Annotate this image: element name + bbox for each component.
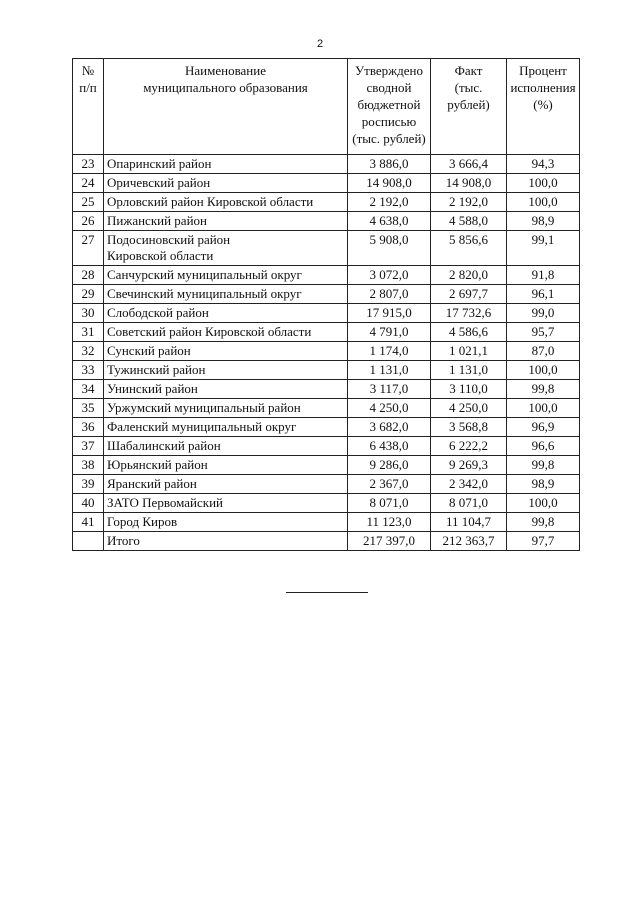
row-fact-amount: 4 250,0 — [431, 399, 507, 418]
row-number: 39 — [73, 475, 104, 494]
row-fact-amount: 4 586,6 — [431, 323, 507, 342]
row-fact-amount: 2 697,7 — [431, 285, 507, 304]
row-execution-percent: 100,0 — [507, 174, 580, 193]
row-execution-percent: 87,0 — [507, 342, 580, 361]
row-number: 40 — [73, 494, 104, 513]
row-fact-amount: 4 588,0 — [431, 212, 507, 231]
row-execution-percent: 99,1 — [507, 231, 580, 266]
row-fact-amount: 3 666,4 — [431, 155, 507, 174]
row-municipality-name: Юрьянский район — [104, 456, 348, 475]
row-execution-percent: 100,0 — [507, 193, 580, 212]
table-row — [73, 193, 580, 212]
row-municipality-name: ЗАТО Первомайский — [104, 494, 348, 513]
row-approved-amount: 1 131,0 — [348, 361, 431, 380]
row-number: 34 — [73, 380, 104, 399]
row-fact-amount: 2 192,0 — [431, 193, 507, 212]
table-row — [73, 174, 580, 193]
row-approved-amount: 2 367,0 — [348, 475, 431, 494]
row-municipality-name: Орловский район Кировской области — [104, 193, 348, 212]
row-approved-amount: 3 682,0 — [348, 418, 431, 437]
row-fact-amount: 5 856,6 — [431, 231, 507, 266]
row-execution-percent: 100,0 — [507, 361, 580, 380]
row-fact-amount: 3 110,0 — [431, 380, 507, 399]
row-municipality-name: Яранский район — [104, 475, 348, 494]
row-municipality-name: Пижанский район — [104, 212, 348, 231]
table-row — [73, 361, 580, 380]
table-header-row — [73, 59, 580, 155]
row-execution-percent: 98,9 — [507, 475, 580, 494]
row-approved-amount: 2 807,0 — [348, 285, 431, 304]
row-approved-amount: 1 174,0 — [348, 342, 431, 361]
table-row — [73, 380, 580, 399]
row-fact-amount: 3 568,8 — [431, 418, 507, 437]
row-number: 24 — [73, 174, 104, 193]
row-number: 41 — [73, 513, 104, 532]
table-body — [73, 155, 580, 551]
row-municipality-name: Оричевский район — [104, 174, 348, 193]
row-approved-amount: 217 397,0 — [348, 532, 431, 551]
row-execution-percent: 96,1 — [507, 285, 580, 304]
row-approved-amount: 8 071,0 — [348, 494, 431, 513]
table-row — [73, 266, 580, 285]
row-fact-amount: 17 732,6 — [431, 304, 507, 323]
row-execution-percent: 96,9 — [507, 418, 580, 437]
table-row — [73, 342, 580, 361]
row-municipality-name: Фаленский муниципальный округ — [104, 418, 348, 437]
row-execution-percent: 99,0 — [507, 304, 580, 323]
table-row — [73, 475, 580, 494]
row-approved-amount: 4 791,0 — [348, 323, 431, 342]
row-number: 23 — [73, 155, 104, 174]
row-execution-percent: 95,7 — [507, 323, 580, 342]
row-number: 33 — [73, 361, 104, 380]
row-fact-amount: 1 131,0 — [431, 361, 507, 380]
row-execution-percent: 99,8 — [507, 456, 580, 475]
row-fact-amount: 14 908,0 — [431, 174, 507, 193]
row-municipality-name: Сунский район — [104, 342, 348, 361]
row-execution-percent: 94,3 — [507, 155, 580, 174]
row-fact-amount: 6 222,2 — [431, 437, 507, 456]
row-number: 29 — [73, 285, 104, 304]
table-row — [73, 513, 580, 532]
row-number: 36 — [73, 418, 104, 437]
row-approved-amount: 17 915,0 — [348, 304, 431, 323]
table-row — [73, 456, 580, 475]
table-row — [73, 231, 580, 266]
row-municipality-name: Советский район Кировской области — [104, 323, 348, 342]
row-number: 28 — [73, 266, 104, 285]
row-municipality-name: Уржумский муниципальный район — [104, 399, 348, 418]
table-total-row — [73, 532, 580, 551]
row-municipality-name: Слободской район — [104, 304, 348, 323]
row-approved-amount: 6 438,0 — [348, 437, 431, 456]
row-number: 25 — [73, 193, 104, 212]
header-num: № п/п — [73, 59, 104, 155]
row-approved-amount: 3 117,0 — [348, 380, 431, 399]
row-execution-percent: 91,8 — [507, 266, 580, 285]
row-fact-amount: 9 269,3 — [431, 456, 507, 475]
page-number: 2 — [316, 38, 324, 50]
row-execution-percent: 99,8 — [507, 513, 580, 532]
row-number: 32 — [73, 342, 104, 361]
header-name: Наименование муниципального образования — [104, 59, 348, 155]
row-approved-amount: 9 286,0 — [348, 456, 431, 475]
row-execution-percent: 100,0 — [507, 494, 580, 513]
row-number: 31 — [73, 323, 104, 342]
row-number: 38 — [73, 456, 104, 475]
row-execution-percent: 97,7 — [507, 532, 580, 551]
header-percent: Процент исполнения (%) — [507, 59, 580, 155]
row-execution-percent: 99,8 — [507, 380, 580, 399]
row-fact-amount: 1 021,1 — [431, 342, 507, 361]
row-execution-percent: 100,0 — [507, 399, 580, 418]
table-row — [73, 285, 580, 304]
row-fact-amount: 212 363,7 — [431, 532, 507, 551]
row-execution-percent: 96,6 — [507, 437, 580, 456]
row-number — [73, 532, 104, 551]
row-fact-amount: 2 820,0 — [431, 266, 507, 285]
row-municipality-name: Шабалинский район — [104, 437, 348, 456]
row-approved-amount: 4 250,0 — [348, 399, 431, 418]
table-row — [73, 155, 580, 174]
row-fact-amount: 2 342,0 — [431, 475, 507, 494]
row-municipality-name: Подосиновский район Кировской области — [104, 231, 348, 266]
row-approved-amount: 2 192,0 — [348, 193, 431, 212]
row-number: 37 — [73, 437, 104, 456]
row-municipality-name: Опаринский район — [104, 155, 348, 174]
row-approved-amount: 3 886,0 — [348, 155, 431, 174]
row-number: 27 — [73, 231, 104, 266]
row-municipality-name: Свечинский муниципальный округ — [104, 285, 348, 304]
table-row — [73, 323, 580, 342]
row-approved-amount: 14 908,0 — [348, 174, 431, 193]
row-approved-amount: 5 908,0 — [348, 231, 431, 266]
row-number: 30 — [73, 304, 104, 323]
table-row — [73, 212, 580, 231]
header-approved: Утверждено сводной бюджетной росписью (тыс. рублей) — [348, 59, 431, 155]
row-number: 35 — [73, 399, 104, 418]
row-execution-percent: 98,9 — [507, 212, 580, 231]
row-municipality-name: Унинский район — [104, 380, 348, 399]
row-approved-amount: 11 123,0 — [348, 513, 431, 532]
row-approved-amount: 4 638,0 — [348, 212, 431, 231]
table-row — [73, 418, 580, 437]
table-row — [73, 437, 580, 456]
row-fact-amount: 8 071,0 — [431, 494, 507, 513]
row-fact-amount: 11 104,7 — [431, 513, 507, 532]
separator-line — [286, 592, 368, 593]
row-approved-amount: 3 072,0 — [348, 266, 431, 285]
row-number: 26 — [73, 212, 104, 231]
table-row — [73, 399, 580, 418]
row-municipality-name: Санчурский муниципальный округ — [104, 266, 348, 285]
header-fact: Факт (тыс. рублей) — [431, 59, 507, 155]
table-row — [73, 494, 580, 513]
row-municipality-name: Итого — [104, 532, 348, 551]
budget-execution-table — [72, 58, 580, 551]
row-municipality-name: Тужинский район — [104, 361, 348, 380]
row-municipality-name: Город Киров — [104, 513, 348, 532]
table-row — [73, 304, 580, 323]
